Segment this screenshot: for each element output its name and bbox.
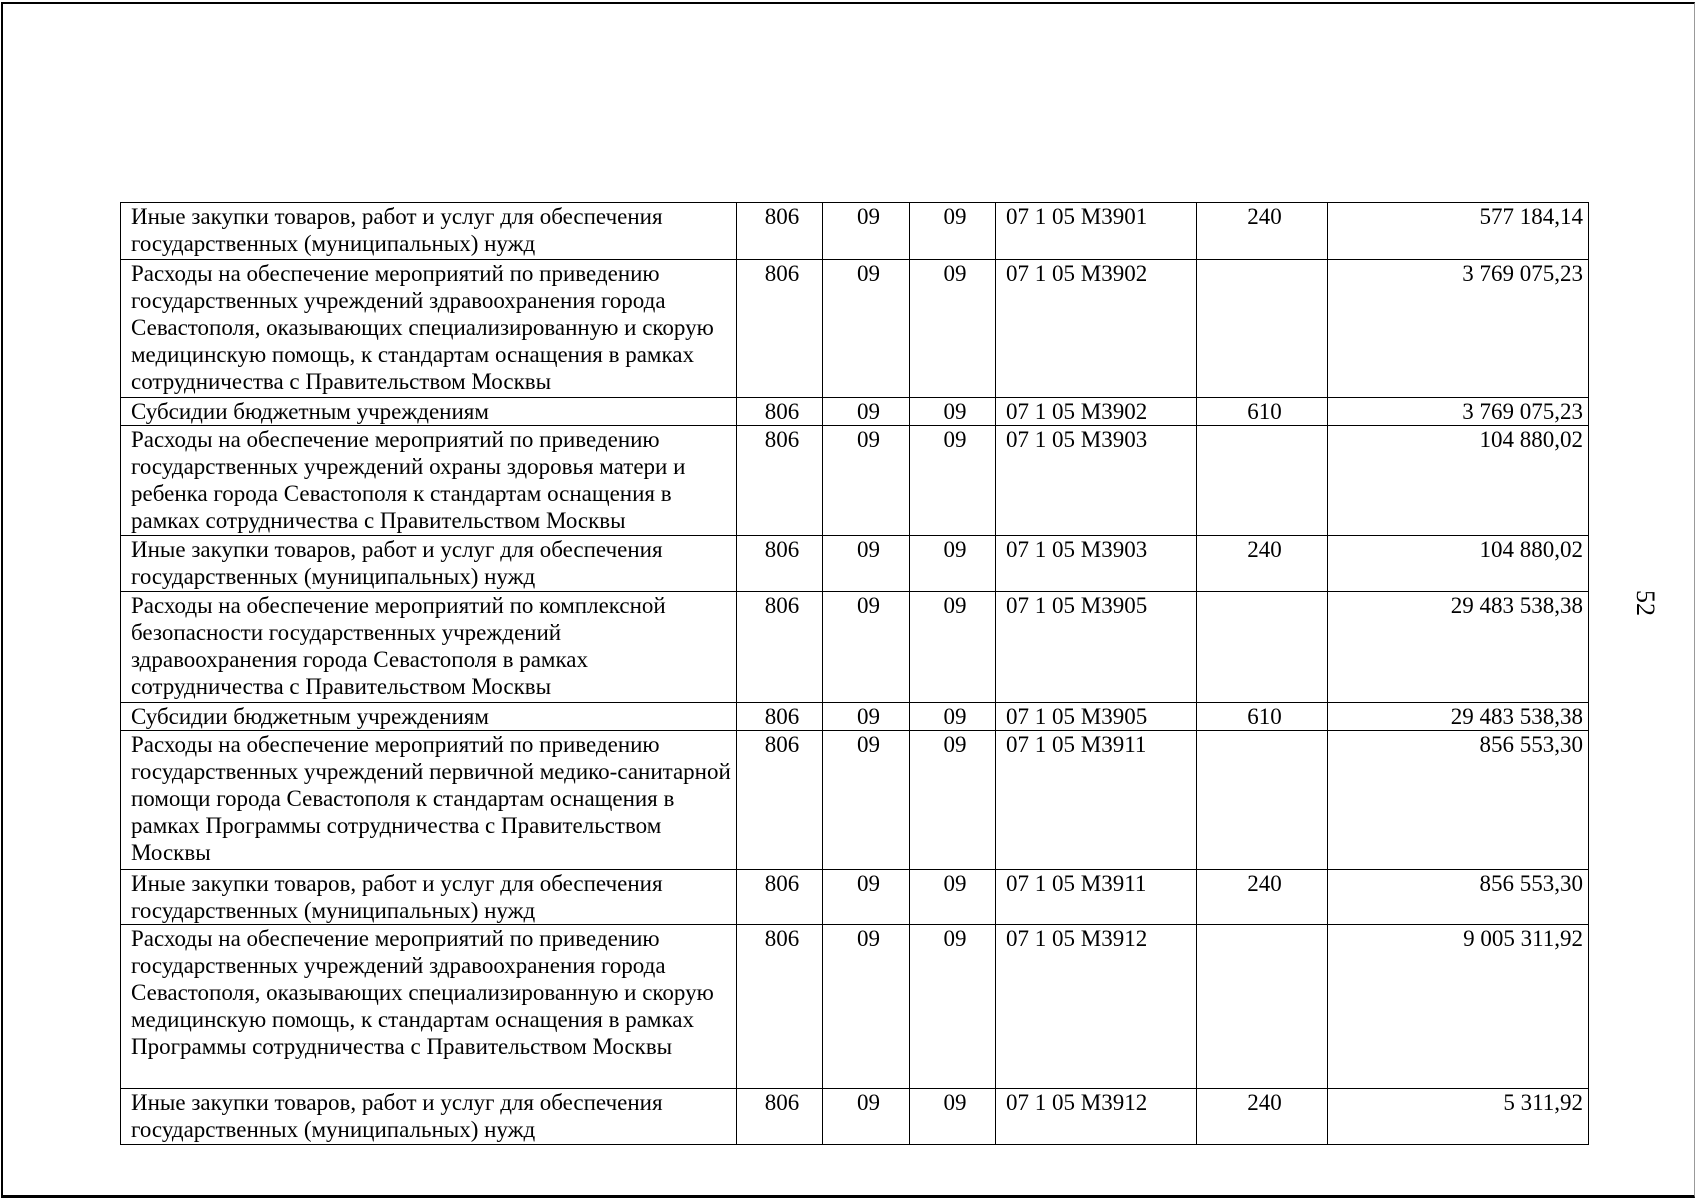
subsection-code: 09 bbox=[910, 260, 996, 398]
expense-type-code bbox=[1197, 260, 1328, 398]
target-article-code: 07 1 05 M3912 bbox=[996, 1089, 1197, 1145]
subsection-code: 09 bbox=[910, 592, 996, 703]
expense-name: Иные закупки товаров, работ и услуг для обеспечения государственных (муниципальных) нужд bbox=[121, 870, 737, 925]
table-row bbox=[121, 592, 1589, 703]
expense-type-code: 240 bbox=[1197, 1089, 1328, 1145]
amount: 5 311,92 bbox=[1328, 1089, 1589, 1145]
expense-name: Субсидии бюджетным учреждениям bbox=[121, 703, 737, 731]
expense-type-code bbox=[1197, 426, 1328, 536]
table-row bbox=[121, 426, 1589, 536]
section-code: 09 bbox=[823, 536, 910, 592]
subsection-code: 09 bbox=[910, 398, 996, 426]
expense-type-code: 240 bbox=[1197, 536, 1328, 592]
amount: 3 769 075,23 bbox=[1328, 398, 1589, 426]
target-article-code: 07 1 05 M3902 bbox=[996, 260, 1197, 398]
grbs-code: 806 bbox=[737, 870, 823, 925]
table-row bbox=[121, 536, 1589, 592]
target-article-code: 07 1 05 M3901 bbox=[996, 203, 1197, 260]
section-code: 09 bbox=[823, 426, 910, 536]
grbs-code: 806 bbox=[737, 260, 823, 398]
grbs-code: 806 bbox=[737, 1089, 823, 1145]
expense-name: Иные закупки товаров, работ и услуг для обеспечения государственных (муниципальных) нужд bbox=[121, 1089, 737, 1145]
table-row bbox=[121, 731, 1589, 870]
subsection-code: 09 bbox=[910, 731, 996, 870]
section-code: 09 bbox=[823, 203, 910, 260]
subsection-code: 09 bbox=[910, 703, 996, 731]
subsection-code: 09 bbox=[910, 1089, 996, 1145]
amount: 9 005 311,92 bbox=[1328, 925, 1589, 1089]
target-article-code: 07 1 05 M3905 bbox=[996, 592, 1197, 703]
section-code: 09 bbox=[823, 1089, 910, 1145]
amount: 3 769 075,23 bbox=[1328, 260, 1589, 398]
table-row bbox=[121, 925, 1589, 1089]
grbs-code: 806 bbox=[737, 703, 823, 731]
table-row bbox=[121, 203, 1589, 260]
section-code: 09 bbox=[823, 870, 910, 925]
target-article-code: 07 1 05 M3912 bbox=[996, 925, 1197, 1089]
target-article-code: 07 1 05 M3905 bbox=[996, 703, 1197, 731]
section-code: 09 bbox=[823, 731, 910, 870]
grbs-code: 806 bbox=[737, 925, 823, 1089]
expense-name: Субсидии бюджетным учреждениям bbox=[121, 398, 737, 426]
subsection-code: 09 bbox=[910, 870, 996, 925]
amount: 29 483 538,38 bbox=[1328, 703, 1589, 731]
expense-type-code: 240 bbox=[1197, 203, 1328, 260]
grbs-code: 806 bbox=[737, 203, 823, 260]
grbs-code: 806 bbox=[737, 536, 823, 592]
expense-type-code bbox=[1197, 592, 1328, 703]
expense-name: Расходы на обеспечение мероприятий по приведению государственных учреждений первичной медико-санитарной помощи города Севастополя к стандартам оснащения в рамках Программы сотрудничества с Правительством Москвы bbox=[121, 731, 737, 870]
expense-type-code: 610 bbox=[1197, 703, 1328, 731]
subsection-code: 09 bbox=[910, 925, 996, 1089]
table-row bbox=[121, 398, 1589, 426]
grbs-code: 806 bbox=[737, 398, 823, 426]
section-code: 09 bbox=[823, 398, 910, 426]
expense-name: Расходы на обеспечение мероприятий по приведению государственных учреждений охраны здоровья матери и ребенка города Севастополя к стандартам оснащения в рамках сотрудничества с Правительством Москвы bbox=[121, 426, 737, 536]
table-row bbox=[121, 1089, 1589, 1145]
subsection-code: 09 bbox=[910, 536, 996, 592]
expense-name: Расходы на обеспечение мероприятий по комплексной безопасности государственных учреждений здравоохранения города Севастополя в рамках сотрудничества с Правительством Москвы bbox=[121, 592, 737, 703]
expense-name: Расходы на обеспечение мероприятий по приведению государственных учреждений здравоохранения города Севастополя, оказывающих специализированную и скорую медицинскую помощь, к стандартам оснащения в рамках сотрудничества с Правительством Москвы bbox=[121, 260, 737, 398]
amount: 104 880,02 bbox=[1328, 426, 1589, 536]
subsection-code: 09 bbox=[910, 426, 996, 536]
expense-type-code: 610 bbox=[1197, 398, 1328, 426]
section-code: 09 bbox=[823, 592, 910, 703]
section-code: 09 bbox=[823, 260, 910, 398]
target-article-code: 07 1 05 M3911 bbox=[996, 731, 1197, 870]
target-article-code: 07 1 05 M3903 bbox=[996, 426, 1197, 536]
grbs-code: 806 bbox=[737, 731, 823, 870]
amount: 104 880,02 bbox=[1328, 536, 1589, 592]
subsection-code: 09 bbox=[910, 203, 996, 260]
amount: 856 553,30 bbox=[1328, 870, 1589, 925]
expense-type-code bbox=[1197, 731, 1328, 870]
grbs-code: 806 bbox=[737, 592, 823, 703]
expense-name: Иные закупки товаров, работ и услуг для обеспечения государственных (муниципальных) нужд bbox=[121, 536, 737, 592]
amount: 856 553,30 bbox=[1328, 731, 1589, 870]
expense-type-code bbox=[1197, 925, 1328, 1089]
target-article-code: 07 1 05 M3911 bbox=[996, 870, 1197, 925]
amount: 29 483 538,38 bbox=[1328, 592, 1589, 703]
expense-type-code: 240 bbox=[1197, 870, 1328, 925]
table-row bbox=[121, 260, 1589, 398]
table-row bbox=[121, 703, 1589, 731]
amount: 577 184,14 bbox=[1328, 203, 1589, 260]
target-article-code: 07 1 05 M3902 bbox=[996, 398, 1197, 426]
section-code: 09 bbox=[823, 703, 910, 731]
budget-table bbox=[120, 202, 1589, 1145]
grbs-code: 806 bbox=[737, 426, 823, 536]
table-row bbox=[121, 870, 1589, 925]
expense-name: Иные закупки товаров, работ и услуг для обеспечения государственных (муниципальных) нужд bbox=[121, 203, 737, 260]
section-code: 09 bbox=[823, 925, 910, 1089]
expense-name: Расходы на обеспечение мероприятий по приведению государственных учреждений здравоохранения города Севастополя, оказывающих специализированную и скорую медицинскую помощь, к стандартам оснащения в рамках Программы сотрудничества с Правительством Москвы bbox=[121, 925, 737, 1089]
target-article-code: 07 1 05 M3903 bbox=[996, 536, 1197, 592]
page-number: 52 bbox=[1631, 590, 1660, 616]
